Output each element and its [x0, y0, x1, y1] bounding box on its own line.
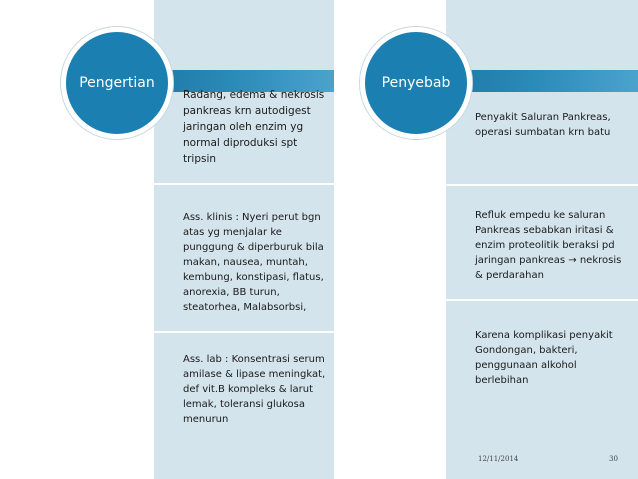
clinical-signs-text: Ass. klinis : Nyeri perut bgn atas yg menjalar ke punggung & diperburuk bila makan, nausea, muntah, kembung, konstipasi, flatus, anorexia, BB turun, steatorhea, Malabsorbsi,	[183, 212, 324, 313]
penyebab-circle	[360, 27, 472, 139]
penyebab-title: Penyebab	[381, 75, 451, 91]
page-number: 30	[609, 455, 618, 463]
left-divider-1	[154, 183, 334, 185]
cause-3-text: Karena komplikasi penyakit Gondongan, bakteri, penggunaan alkohol berlebihan	[475, 330, 613, 386]
left-divider-2	[154, 331, 334, 333]
footer-date: 12/11/2014	[478, 455, 519, 463]
right-divider-2	[446, 299, 638, 301]
cause-1-text: Penyakit Saluran Pankreas, operasi sumbatan krn batu	[475, 112, 611, 138]
pengertian-title: Pengertian	[79, 75, 155, 91]
right-divider-1	[446, 184, 638, 186]
definition-text: Radang, edema & nekrosis pankreas krn autodigest jaringan oleh enzim yg normal diproduksi spt tripsin	[183, 89, 325, 165]
cause-2-text: Refluk empedu ke saluran Pankreas sebabkan iritasi & enzim proteolitik beraksi pd jaringan pankreas → nekrosis & perdarahan	[475, 210, 622, 281]
pengertian-circle	[61, 27, 173, 139]
lab-findings-text: Ass. lab : Konsentrasi serum amilase & lipase meningkat, def vit.B kompleks & larut lemak, toleransi glukosa menurun	[183, 354, 326, 425]
